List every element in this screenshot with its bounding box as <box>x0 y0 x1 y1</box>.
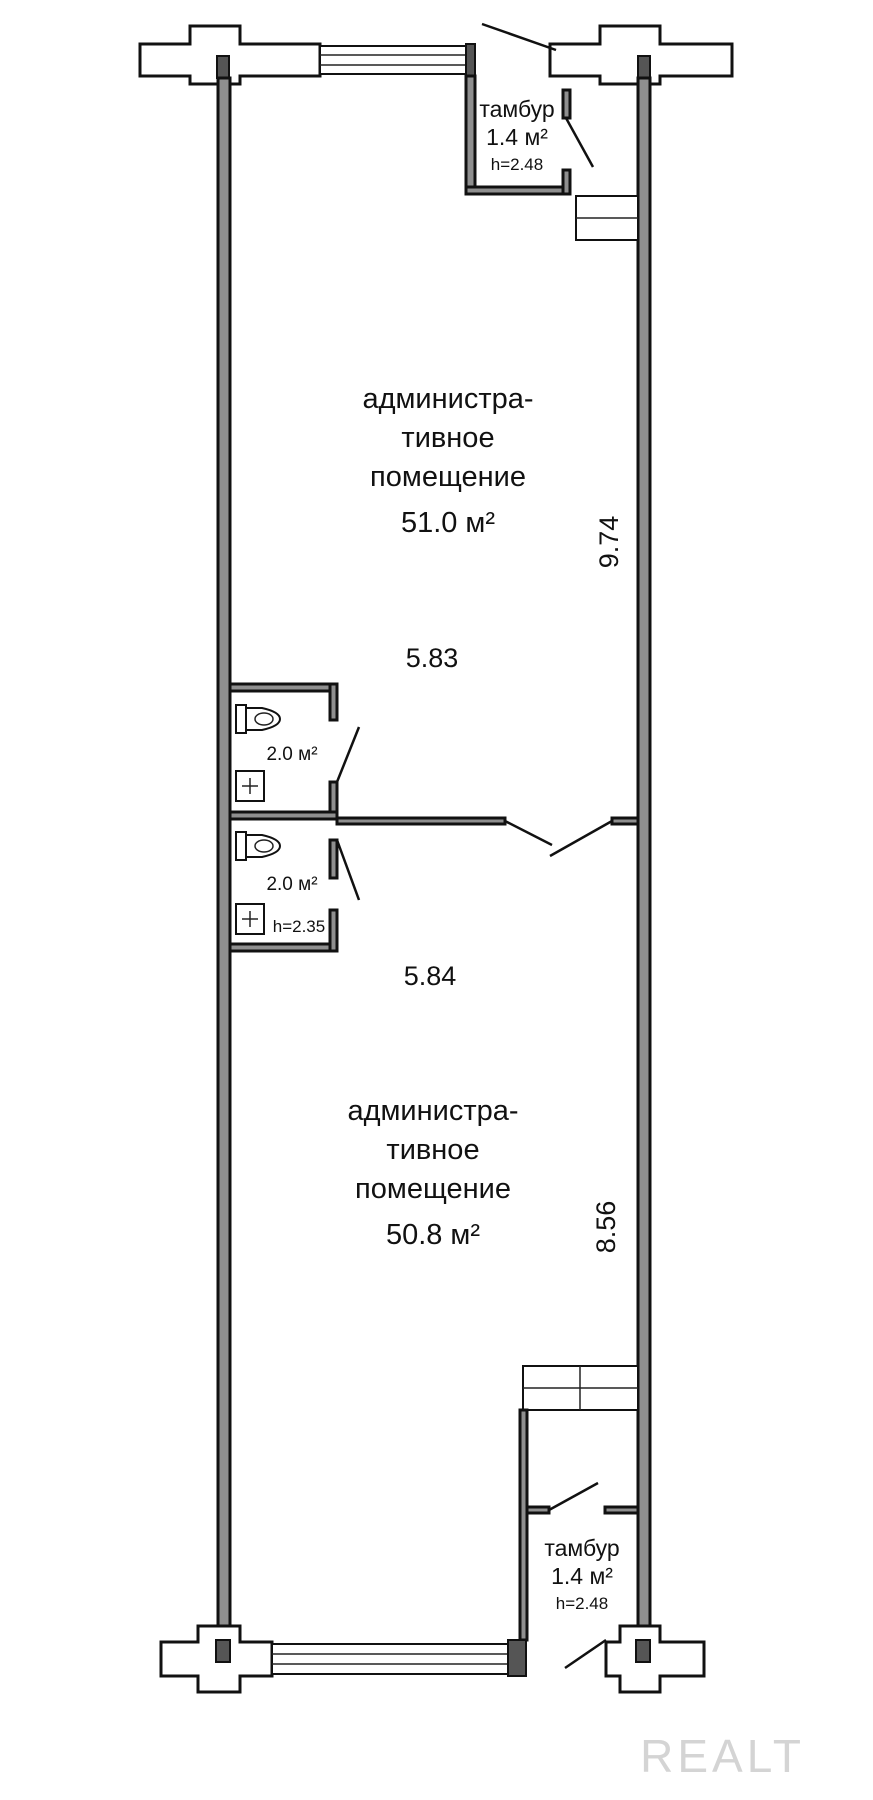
window-bottom <box>272 1644 508 1674</box>
lower-office-name-line2: тивное <box>386 1134 480 1166</box>
upper-office-name-line2: тивное <box>401 422 495 454</box>
top-wall <box>140 26 732 84</box>
toilet-upper-icon <box>236 705 280 733</box>
vestibule-bottom-area: 1.4 м² <box>551 1563 613 1589</box>
upper-office <box>362 383 624 673</box>
toilet-lower-icon <box>236 832 280 860</box>
column-bottom-right <box>606 1626 704 1692</box>
column-post-top-left <box>217 56 229 78</box>
wc-upper-area: 2.0 м² <box>266 744 318 765</box>
upper-office-name-line1: администра- <box>362 383 534 415</box>
vestibule-bottom <box>520 1366 638 1668</box>
vestibule-bottom-height: h=2.48 <box>555 1594 609 1613</box>
watermark: REALT <box>640 1730 805 1782</box>
window-post-top <box>466 44 475 76</box>
upper-office-area: 51.0 м² <box>400 507 496 539</box>
column-post-top-right <box>638 56 650 78</box>
right-outer-wall <box>638 78 650 1651</box>
vestibule-top-name: тамбур <box>479 96 555 122</box>
bottom-wall <box>161 1626 704 1692</box>
dimension-lower-length: 8.56 <box>591 1200 621 1254</box>
sink-upper-icon <box>236 771 264 801</box>
upper-office-name-line3: помещение <box>370 461 526 493</box>
dimension-lower-width: 5.84 <box>403 961 457 991</box>
column-post-bottom-right <box>636 1640 650 1662</box>
dimension-upper-width: 5.83 <box>405 643 459 673</box>
left-outer-wall <box>218 78 230 1651</box>
vestibule-top-height: h=2.48 <box>490 155 544 174</box>
office-partition <box>337 818 638 856</box>
wc-lower-height: h=2.35 <box>272 917 326 936</box>
sink-lower-icon <box>236 904 264 934</box>
window-post-bottom <box>508 1640 526 1676</box>
dimension-upper-length: 9.74 <box>594 515 624 569</box>
wc-lower-area: 2.0 м² <box>266 874 318 895</box>
column-post-bottom-left <box>216 1640 230 1662</box>
lower-office-area: 50.8 м² <box>385 1219 481 1251</box>
lower-office <box>347 961 621 1253</box>
window-top <box>320 46 468 74</box>
vestibule-bottom-name: тамбур <box>544 1535 620 1561</box>
lower-office-name-line3: помещение <box>355 1173 511 1205</box>
vestibule-top-area: 1.4 м² <box>486 124 548 150</box>
lower-office-name-line1: администра- <box>347 1095 519 1127</box>
